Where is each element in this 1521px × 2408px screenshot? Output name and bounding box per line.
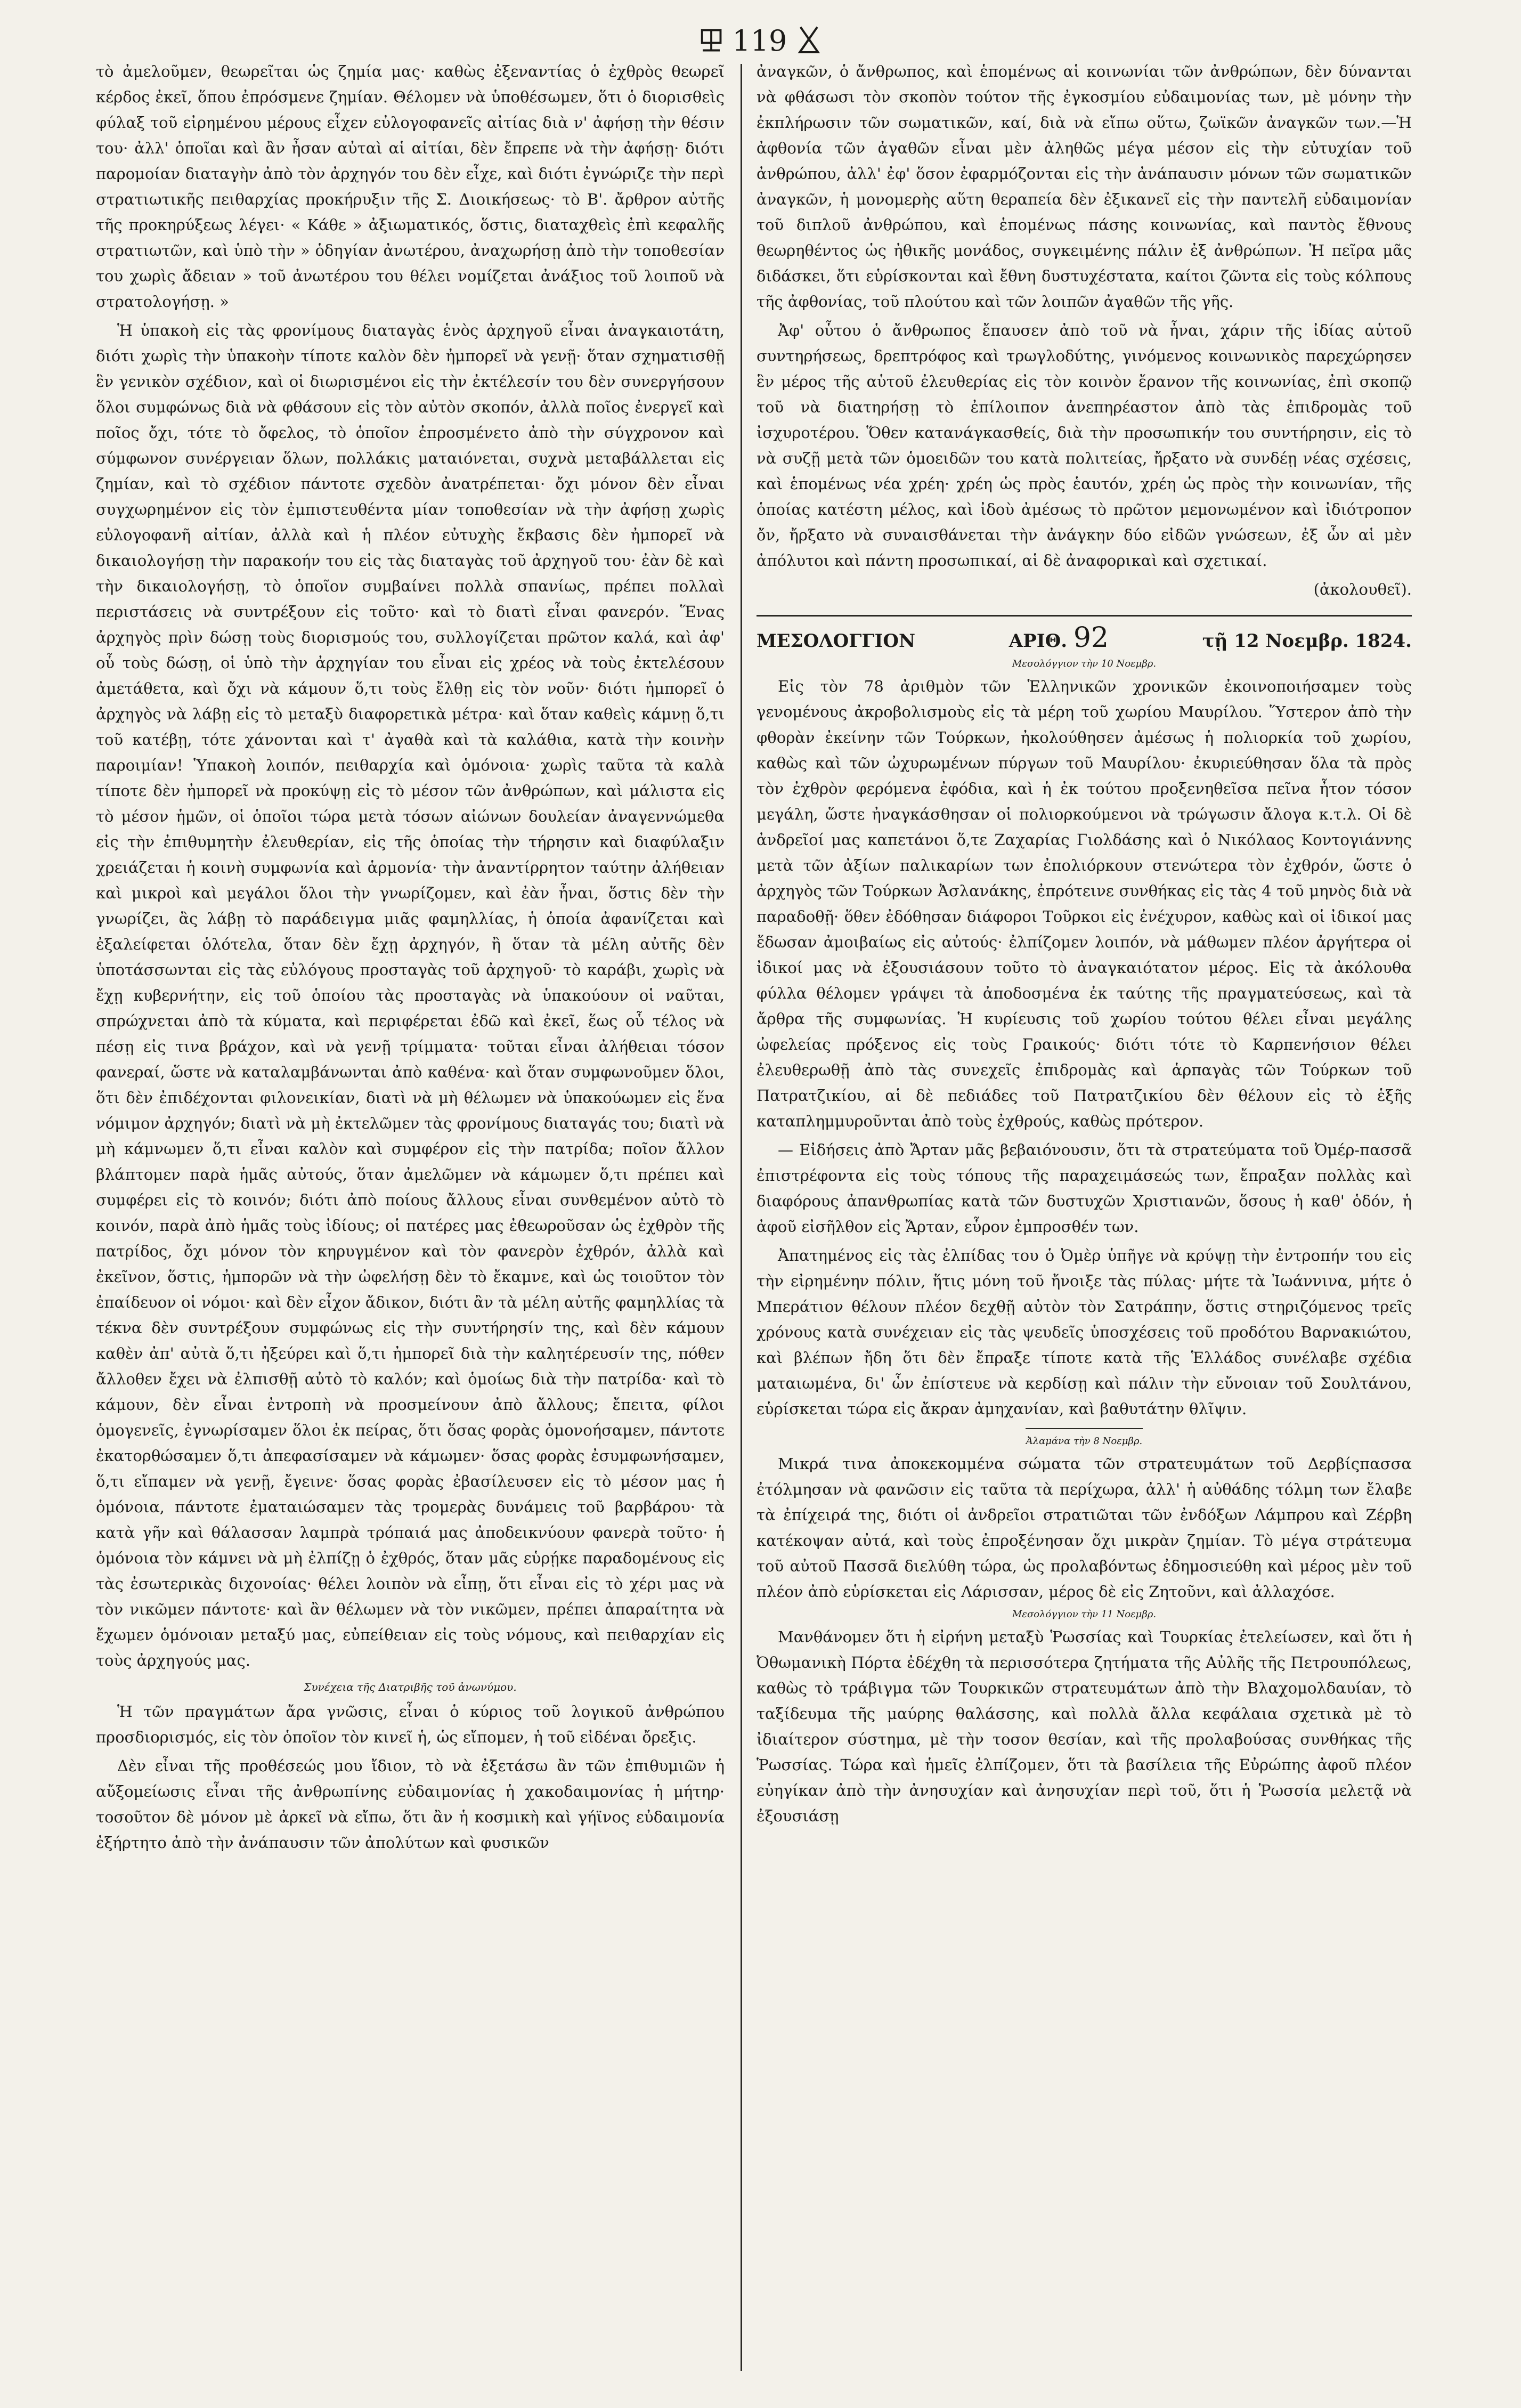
column-divider: [741, 64, 742, 2371]
masthead-date: τῇ 12 Νοεμβρ. 1824.: [1202, 630, 1412, 652]
continued-note: (ἀκολουθεῖ).: [1313, 580, 1412, 598]
article-paragraph: τὸ ἀμελοῦμεν, θεωρεῖται ὡς ζημία μας· καθὼς ἐξεναντίας ὁ ἐχθρὸς θεωρεῖ κέρδος ἐκεῖ, ὅπου ἐπρόσμενε ζημίαν. Θέλομεν νὰ ὑποθέσωμεν, ὅτι ὁ διορισθεὶς φύλαξ τοῦ εἰρημένου μέρους εἶχεν εὐλογοφανεῖς αἰτίας διὰ ν' ἀφήσῃ τὴν θέσιν του· ἀλλ' ὁποῖαι καὶ ἂν ἦσαν αὐταὶ αἱ αἰτίαι, δὲν ἔπρεπε νὰ τὴν ἀφήσῃ· διότι παρομοίαν διαταγὴν ἀπὸ τὸν ἀρχηγόν του δὲν εἶχε, καὶ διότι ἐγνώριζε τὴν περὶ στρατιωτικῆς πειθαρχίας προκήρυξιν τῆς Σ. Διοικήσεως· τὸ Β'. ἄρθρον αὐτῆς τῆς προκηρύξεως λέγει· « Κάθε » ἀξιωματικός, ὅστις, διαταχθεὶς ἐπὶ κεφαλῆς στρατιωτῶν, καὶ ὑπὸ τὴν » ὁδηγίαν ἀνωτέρου, ἀναχωρήσῃ ἀπὸ τὴν τοποθεσίαν του χωρὶς ἄδειαν » τοῦ ἀνωτέρου του θέλει νομίζεται ἀνάξιος τοῦ λοιποῦ νὰ στρατολογήσῃ. »: [96, 62, 725, 311]
masthead-place: ΜΕΣΟΛΟΓΓΙΟΝ: [757, 630, 916, 652]
news-paragraph: Ἀπατημένος εἰς τὰς ἐλπίδας του ὁ Ὀμὲρ ὑπῆγε νὰ κρύψῃ τὴν ἐντροπήν του εἰς τὴν εἰρημένην πόλιν, ἥτις μόνη τοῦ ἤνοιξε τὰς πύλας· μήτε τὰ Ἰωάννινα, μήτε ὁ Μπεράτιον θέλουν πλέον δεχθῇ αὐτὸν τὸν Σατράπην, ὅστις στηριζόμενος τρεῖς χρόνους κατὰ συνέχειαν εἰς τὰς ψευδεῖς ὑποσχέσεις τοῦ προδότου Βαρνακιώτου, καὶ βλέπων ἤδη ὅτι δὲν ἔπραξε τίποτε κατὰ τῆς Ἑλλάδος συνέλαβε σχέδια ματαιωμένα, δι' ὧν ἐπίστευε νὰ κερδίσῃ καὶ πάλιν τὴν εὔνοιαν τοῦ Σουλτάνου, εὑρίσκεται τώρα εἰς ἄκραν ἀμηχανίαν, καὶ βαθυτάτην θλῖψιν.: [757, 1246, 1412, 1418]
article-paragraph: Δὲν εἶναι τῆς προθέσεώς μου ἴδιον, τὸ νὰ ἐξετάσω ἂν τῶν ἐπιθυμιῶν ἡ αὔξομείωσις εἶναι τῆς ἀνθρωπίνης εὐδαιμονίας ἡ χακοδαιμονίας ἡ μήτηρ· τοσοῦτον δὲ μόνον μὲ ἀρκεῖ νὰ εἴπω, ὅτι ἂν ἡ κοσμικὴ καὶ γήϊνος εὐδαιμονία ἐξήρτητο ἀπὸ τὴν ἀνάπαυσιν τῶν ἀπολύτων καὶ φυσικῶν: [96, 1757, 725, 1852]
article-paragraph: Ἀφ' οὗτου ὁ ἄνθρωπος ἔπαυσεν ἀπὸ τοῦ νὰ ἦναι, χάριν τῆς ἰδίας αὑτοῦ συντηρήσεως, δρεπτρόφος καὶ τρωγλοδύτης, γινόμενος κοινωνικὸς παρεχώρησεν ἓν μέρος τῆς αὑτοῦ ἐλευθερίας εἰς τὸν κοινὸν ἔρανον τῆς κοινωνίας, ἐπὶ σκοπῷ τοῦ νὰ διατηρήσῃ τὸ ἐπίλοιπον ἀνεπηρέαστον ἀπὸ τὰς ἐπιδρομὰς τοῦ ἰσχυροτέρου. Ὅθεν κατανάγκασθείς, διὰ τὴν προσωπικήν του συντήρησιν, εἰς τὸ νὰ συζῇ μετὰ τῶν ὁμοειδῶν του κατὰ πολιτείας, ἤρξατο νὰ συνδέῃ νέας σχέσεις, καὶ ἑπομένως νέα χρέη· χρέη ὡς πρὸς ἑαυτόν, χρέη ὡς πρὸς τὴν κοινωνίαν, τῆς ὁποίας κατέστη μέλος, καὶ ἰδοὺ ἀμέσως τὸ πρῶτον μεμονωμένον καὶ ἰδιότροπον ὄν, ἤρξατο νὰ συναισθάνεται τὴν ἀνάγκην δύο εἰδῶν γνώσεων, ἐξ ὧν αἱ μὲν ἀπόλυτοι καὶ πάντη προσωπικαί, αἱ δὲ ἀναφορικαὶ καὶ σχετικαί.: [757, 321, 1412, 570]
article-paragraph: Ἡ ὑπακοὴ εἰς τὰς φρονίμους διαταγὰς ἑνὸς ἀρχηγοῦ εἶναι ἀναγκαιοτάτη, διότι χωρὶς τὴν ὑπακοὴν τίποτε καλὸν δὲν ἠμπορεῖ νὰ γενῇ· ὅταν σχηματισθῇ ἓν γενικὸν σχέδιον, καὶ οἱ διωρισμένοι εἰς τὴν ἐκτέλεσίν του δὲν συνεργήσουν ὅλοι συμφώνως διὰ νὰ φθάσουν εἰς τὸν αὐτὸν σκοπόν, ἀλλὰ ποῖος ἐνεργεῖ καὶ ποῖος ὄχι, τότε τὸ ὄφελος, τὸ ὁποῖον ἐπροσμένετο ἀπὸ τὴν σύγχρονον καὶ σύμφωνον συνέργειαν ὅλων, πολλάκις ματαιόνεται, συχνὰ μεταβάλλεται εἰς ζημίαν, καὶ τὸ σχέδιον πάντοτε σχεδὸν ἀνατρέπεται· ὄχι μόνον δὲν εἶναι συγχωρημένον εἰς τὸν ἐμπιστευθέντα μίαν τοποθεσίαν νὰ τὴν ἀφήσῃ χωρὶς εὐλογοφανῆ αἰτίαν, ἀλλὰ καὶ ἡ πλέον εὐτυχὴς ἔκβασις δὲν ἠμπορεῖ νὰ δικαιολογήσῃ τὴν παρακοήν του εἰς τὰς διαταγὰς τοῦ ἀρχηγοῦ του· ἐὰν δὲ καὶ τὴν δικαιολογήσῃ, τὸ ὁποῖον συμβαίνει πολλὰ σπανίως, πρέπει πολλαὶ περιστάσεις νὰ συντρέξουν εἰς τοῦτο· καὶ τὸ διατὶ εἶναι φανερόν. Ἕνας ἀρχηγὸς πρὶν δώσῃ τοὺς διορισμούς του, συλλογίζεται πρῶτον καλά, καὶ ἀφ' οὗ τοὺς δώσῃ, οἱ ὑπὸ τὴν ἀρχηγίαν του εἶναι εἰς χρέος νὰ τοὺς ἐκτελέσουν ἀμετάθετα, καὶ ὄχι νὰ κάμουν ὅ,τι τοὺς ἔλθῃ εἰς τὸν νοῦν· διότι ἠμπορεῖ ὁ ἀρχηγὸς νὰ λάβῃ εἰς τὸ μεταξὺ διαφορετικὰ μέτρα· καὶ ὅταν καθεὶς κάμνῃ ὅ,τι τοῦ κατέβῃ, τότε χάνονται καὶ τ' ἀγαθὰ καὶ τὰ καλάθια, κατὰ τὴν κοινὴν παροιμίαν! Ὑπακοὴ λοιπόν, πειθαρχία καὶ ὁμόνοια· χωρὶς ταῦτα τὰ καλὰ τίποτε δὲν ἠμπορεῖ νὰ προκύψῃ εἰς τὸ μέσον τῶν ἀνθρώπων, καὶ μάλιστα εἰς τὸ μέσον ἡμῶν, οἱ ὁποῖοι τώρα μετὰ τόσων αἰώνων δουλείαν ἀναγεννώμεθα εἰς τὴν ἐπιθυμητὴν ἐλευθερίαν, εἰς τῆς ὁποίας τὴν τήρησιν καὶ διαφύλαξιν χρειάζεται ἡ κοινὴ συμφωνία καὶ ἁρμονία· τὴν ἀναντίρρητον ταύτην ἀλήθειαν καὶ μικροὶ καὶ μεγάλοι ὅλοι τὴν γνωρίζομεν, καὶ ἐὰν ἦναι, ὅστις δὲν τὴν γνωρίζει, ἂς λάβῃ τὸ παράδειγμα μιᾶς φαμηλλίας, ἡ ὁποία ἀφανίζεται καὶ ἐξαλείφεται ὁλότελα, ὅταν δὲν ἔχῃ ἀρχηγόν, ἢ ὅταν τὰ μέλη αὐτῆς δὲν ὑποτάσσωνται εἰς τὰς εὐλόγους προσταγὰς τοῦ ἀρχηγοῦ· τὸ καράβι, χωρὶς νὰ ἔχῃ κυβερνήτην, εἰς τοῦ ὁποίου τὰς προσταγὰς νὰ ὑπακούουν οἱ ναῦται, σπρώχνεται ἀπὸ τὰ κύματα, καὶ περιφέρεται ἐδῶ καὶ ἐκεῖ, ἕως οὗ τέλος νὰ πέσῃ εἰς τινα βράχον, καὶ νὰ γενῇ τρίμματα· τοῦται εἶναι ἀλήθειαι τόσον φανεραί, ὥστε νὰ καταλαμβάνωνται ἀπὸ καθένα· καὶ ὅταν συμφωνοῦμεν ὅλοι, ὅτι δὲν ἐπιδέχονται φιλονεικίαν, διατὶ νὰ μὴ θέλωμεν νὰ ὑπακούωμεν εἰς ἕνα νόμιμον ἀρχηγόν; διατὶ νὰ μὴ ἐκτελῶμεν τὰς φρονίμους διαταγάς του; διατὶ νὰ μὴ κάμνωμεν ὅ,τι εἶναι καλὸν καὶ συμφέρον εἰς τὴν πατρίδα; ποῖον ἄλλον βλάπτομεν παρὰ ἡμᾶς αὐτούς, ὅταν ἀμελῶμεν νὰ κάμωμεν ὅ,τι πρέπει καὶ συμφέρει εἰς τὸ κοινόν; διότι ἀπὸ ποίους ἄλλους εἶναι συνθεμένον αὐτὸ τὸ κοινόν, παρὰ ἀπὸ ἡμᾶς τοὺς ἰδίους; οἱ πατέρες μας ἐθεωροῦσαν ὡς ἐχθρὸν τῆς πατρίδος, ὄχι μόνον τὸν κηρυγμένον καὶ τὸν φανερὸν ἐχθρόν, ἀλλὰ καὶ ἐκεῖνον, ὅστις, ἠμπορῶν νὰ τὴν ὠφελήσῃ δὲν τὸ ἔκαμνε, καὶ ὡς τοιοῦτον τὸν ἐπαίδευον οἱ νόμοι· καὶ δὲν εἶχον ἄδικον, διότι ἂν τὰ μέλη αὐτῆς φαμηλλίας τὰ τέκνα δὲν συντρέξουν συμφώνως εἰς τὴν συντήρησίν της, καὶ δὲν κάμουν καθὲν ἀπ' αὐτὰ ὅ,τι ἠξεύρει καὶ ὅ,τι ἠμπορεῖ διὰ τὴν καλητέρευσίν της, πόθεν ἄλλοθεν ἔχει νὰ ἐλπισθῇ αὐτὸ τὸ καλόν; καὶ ὁμοίως διὰ τὴν πατρίδα· καὶ τὸ κάμουν, δὲν εἶναι ἐντροπὴ νὰ προσμείνουν ἀπὸ ἄλλους; ἔπειτα, φίλοι ὁμογενεῖς, ἐγνωρίσαμεν ὅλοι ἐκ πείρας, ὅτι ὅσας φορὰς ὁμονοήσαμεν, πάντοτε ἐκατορθώσαμεν ὅ,τι ἀπεφασίσαμεν νὰ κάμωμεν· ὅσας φορὰς ἐσυμφωνήσαμεν, ὅ,τι εἴπαμεν νὰ γενῇ, ἔγεινε· ὅσας φορὰς ἐβασίλευσεν εἰς τὸ μέσον μας ἡ ὁμόνοια, πάντοτε ἐματαιώσαμεν τὰς τρομερὰς δυνάμεις τοῦ βαρβάρου· τὰ κατὰ γῆν καὶ θάλασσαν λαμπρὰ τρόπαιά μας ἀποδεικνύουν φανερὰ τοῦτο· ἡ ὁμόνοια τὸν κάμνει νὰ μὴ ἐλπίζῃ ὁ ἐχθρός, ὅταν μᾶς εὑρῄκε παραδομένους εἰς τὰς ἐσωτερικὰς διχονοίας· θέλει λοιπὸν νὰ εἶπῃ, ὅτι εἶναι εἰς τὸ χέρι μας νὰ τὸν νικῶμεν πάντοτε· καὶ ἂν θέλωμεν νὰ τὸν νικῶμεν, πρέπει ἀπαραίτητα νὰ ἔχωμεν ὁμόνοιαν μεταξύ μας, εὐπείθειαν εἰς τοὺς νόμους, καὶ πειθαρχίαν εἰς τοὺς ἀρχηγούς μας.: [96, 321, 725, 1669]
news-paragraph: Μικρά τινα ἀποκεκομμένα σώματα τῶν στρατευμάτων τοῦ Δερβίςπασσα ἐτόλμησαν νὰ φανῶσιν εἰς ταῦτα τὰ περίχωρα, ἀλλ' ἡ αὐθάδης τόλμη των ἔλαβε τὰ ἐπίχειρά της, διότι οἱ ἀνδρεῖοι στρατιῶται τῶν ἐνδόξων Λάμπρου καὶ Ζέρβη κατέκοψαν αὐτά, καὶ τοὺς ἐπροξένησαν ὄχι μικρὰν ζημίαν. Τὸ μέγα στράτευμα τοῦ αὐτοῦ Πασσᾶ διελύθη τώρα, ὡς προλαβόντως ἐδημοσιεύθη καὶ μέρος μὲν τοῦ πλέον ἀπὸ εὑρίσκεται εἰς Λάρισσαν, μέρος δὲ εἰς Ζητοῦνι, καὶ ἀλλαχόσε.: [757, 1455, 1412, 1601]
masthead: [757, 615, 1412, 654]
masthead-issue-label: ΑΡΙΘ.: [1008, 630, 1068, 652]
news-paragraph: — Εἰδήσεις ἀπὸ Ἄρταν μᾶς βεβαιόνουσιν, ὅτι τὰ στρατεύματα τοῦ Ὀμέρ-πασσᾶ ἐπιστρέφοντα εἰς τοὺς τόπους τῆς παραχειμάσεώς των, ἔπραξαν πολλὰς καὶ διαφόρους ἀπανθρωπίας κατὰ τῶν δυστυχῶν Χριστιανῶν, ὅσους ἡ καθ' ὁδόν, ἡ ἀφοῦ εἰσῆλθον εἰς Ἄρταν, εὗρον ἐμπροσθέν των.: [757, 1141, 1412, 1236]
masthead-issue-number: 92: [1073, 622, 1109, 654]
news-paragraph: Μανθάνομεν ὅτι ἡ εἰρήνη μεταξὺ Ῥωσσίας καὶ Τουρκίας ἐτελείωσεν, καὶ ὅτι ἡ Ὀθωμανικὴ Πόρτα ἐδέχθη τὰ περισσότερα ζητήματα τῆς Αὐλῆς τῆς Πετρουπόλεως, καθὼς τὸ τράβιγμα τῶν Τουρκικῶν στρατευμάτων ἀπὸ τὴν Βλαχομολδαυίαν, τὸ ταξίδευμα τῆς μαύρης θαλάσσης, καὶ πολλὰ ἄλλα κεφάλαια σχετικὰ μὲ τὸ ἰδιαίτερον σύστημα, μὲ τὴν τοσον θεσίαν, καὶ τῆς προλαβούσας συνθήκας τῆς Ῥωσσίας. Τώρα καὶ ἡμεῖς ἐλπίζομεν, ὅτι τὰ βασίλεια τῆς Εὐρώπης ἀφοῦ πλέον εὐηγίκαν ἀπὸ τὴν ἀνησυχίαν καὶ ἀνησυχίαν περὶ τοῦ, ὅτι ἡ Ῥωσσία μελετᾷ νὰ ἐξουσιάσῃ: [757, 1628, 1412, 1825]
section-heading: Συνέχεια τῆς Διατριβῆς τοῦ ἀνωνύμου.: [304, 1681, 517, 1693]
dateline: Ἀλαμάνα τὴν 8 Νοεμβρ.: [1026, 1436, 1143, 1447]
news-paragraph: Εἰς τὸν 78 ἀριθμὸν τῶν Ἑλληνικῶν χρονικῶν ἐκοινοποιήσαμεν τοὺς γενομένους ἀκροβολισμοὺς εἰς τὰ μέρη τοῦ χωρίου Μαυρίλου. Ὕστερον ἀπὸ τὴν φθορὰν ἐκείνην τῶν Τούρκων, ἠκολούθησεν ἀμέσως ἡ πολιορκία τοῦ χωρίου, καθὼς καὶ τῶν ὠχυρωμένων πύργων τοῦ Μαυρίλου· ἐκυριεύθησαν ὅλα τὰ πρὸς τὸν ἐχθρὸν φερόμενα ἐφόδια, καὶ ἡ ἐκ τούτου προξενηθεῖσα πεῖνα ἦτον τόσον μεγάλη, ὥστε ἠναγκάσθησαν οἱ πολιορκούμενοι νὰ τρώγωσιν ἄλογα κ.τ.λ. Οἱ δὲ ἀνδρεῖοί μας καπετάνοι ὅ,τε Ζαχαρίας Γιολδάσης καὶ ὁ Νικόλαος Κοντογιάννης μετὰ τῶν ἀξίων παλικαρίων των ἐπολιόρκουν στενώτερα τὸν ἐχθρόν, ὥστε ὁ ἀρχηγὸς τῶν Τούρκων Ἀσλανάκης, ἐπρότεινε συνθήκας εἰς τὰς 4 τοῦ μηνὸς διὰ νὰ παραδοθῇ· ὅθεν ἐδόθησαν διάφοροι Τοῦρκοι εἰς ἐνέχυρον, καθὼς καὶ οἱ ἰδικοί μας ἔδωσαν ἀμοιβαίως εἰς αὐτούς· ἐλπίζομεν λοιπόν, νὰ μάθωμεν πλέον ἀργήτερα οἱ ἰδικοί μας νὰ ἐξουσιάσουν τοῦτο τὸ ἀναγκαιότατον μέρος. Εἰς τὰ ἀκόλουθα φύλλα θέλομεν γράψει τὰ ἀποδοσμένα ἐκ ταύτης τῆς πραγματεύσεως, καὶ τὰ ἄρθρα τῆς συμφωνίας. Ἡ κυρίευσις τοῦ χωρίου τούτου θέλει εἶναι μεγάλης ὠφελείας πρόξενος εἰς τοὺς Γραικούς· διότι τότε τὸ Καρπενήσιον θέλει ἐλευθερωθῇ ἀπὸ τὰς συνεχεῖς ἐπιδρομὰς καὶ ἁρπαγὰς τῶν Τούρκων τοῦ Πατρατζικίου, αἱ δὲ πεδιάδες τοῦ Πατρατζικίου δὲν θέλουν εἰς τὸ ἑξῆς καταπλημμυροῦνται ἀπὸ τοὺς ἐχθρούς, καθὼς πρότερον.: [757, 677, 1412, 1130]
article-paragraph: ἀναγκῶν, ὁ ἄνθρωπος, καὶ ἑπομένως αἱ κοινωνίαι τῶν ἀνθρώπων, δὲν δύνανται νὰ φθάσωσι τὸν σκοπὸν τούτον τῆς ἐγκοσμίου εὐδαιμονίας των, μὲ μόνην τὴν ἐκπλήρωσιν τῶν σωματικῶν, καί, διὰ νὰ εἴπω οὕτω, ζωϊκῶν ἀναγκῶν των.—Ἡ ἀφθονία τῶν ἀγαθῶν εἶναι μὲν ἀληθῶς μέγα μέσον εἰς τὴν εὐτυχίαν τοῦ ἀνθρώπου, ἀλλ' ἐφ' ὅσον ἐφαρμόζονται εἰς τὴν ἀνάπαυσιν μόνων τῶν σωματικῶν ἀναγκῶν, ἡ μονομερὴς αὕτη θεραπεία δὲν ἐξικανεῖ εἰς τὴν παντελῆ εὐδαιμονίαν τοῦ διπλοῦ ἀνθρώπου, καὶ ἑπομένως πάσης κοινωνίας, καὶ παντὸς ἔθνους θεωρηθέντος ὡς ἠθικῆς μονάδος, συγκειμένης πάλιν ἐξ ἀνθρώπων. Ἡ πεῖρα μᾶς διδάσκει, ὅτι εὑρίσκονται καὶ ἔθνη δυστυχέστατα, καίτοι ζῶντα εἰς τοὺς κόλπους τῆς ἀφθονίας, τοῦ πλούτου καὶ τῶν λοιπῶν ἀγαθῶν τῆς γῆς.: [757, 62, 1412, 311]
dateline: Μεσολόγγιον τὴν 10 Νοεμβρ.: [1012, 658, 1157, 669]
section-rule: [1026, 1428, 1143, 1429]
page-number: ⯶ 119 ⯷: [700, 24, 821, 58]
dateline: Μεσολόγγιον τὴν 11 Νοεμβρ.: [1012, 1609, 1157, 1620]
right-column: [757, 59, 1412, 1832]
article-paragraph: Ἡ τῶν πραγμάτων ἄρα γνῶσις, εἶναι ὁ κύριος τοῦ λογικοῦ ἀνθρώπου προσδιορισμός, εἰς τὸν ὁποῖον τὸν κινεῖ ἡ, ὡς εἴπομεν, ἡ τοῦ εἰδέναι ὄρεξις.: [96, 1702, 725, 1746]
left-column: [96, 59, 725, 1859]
